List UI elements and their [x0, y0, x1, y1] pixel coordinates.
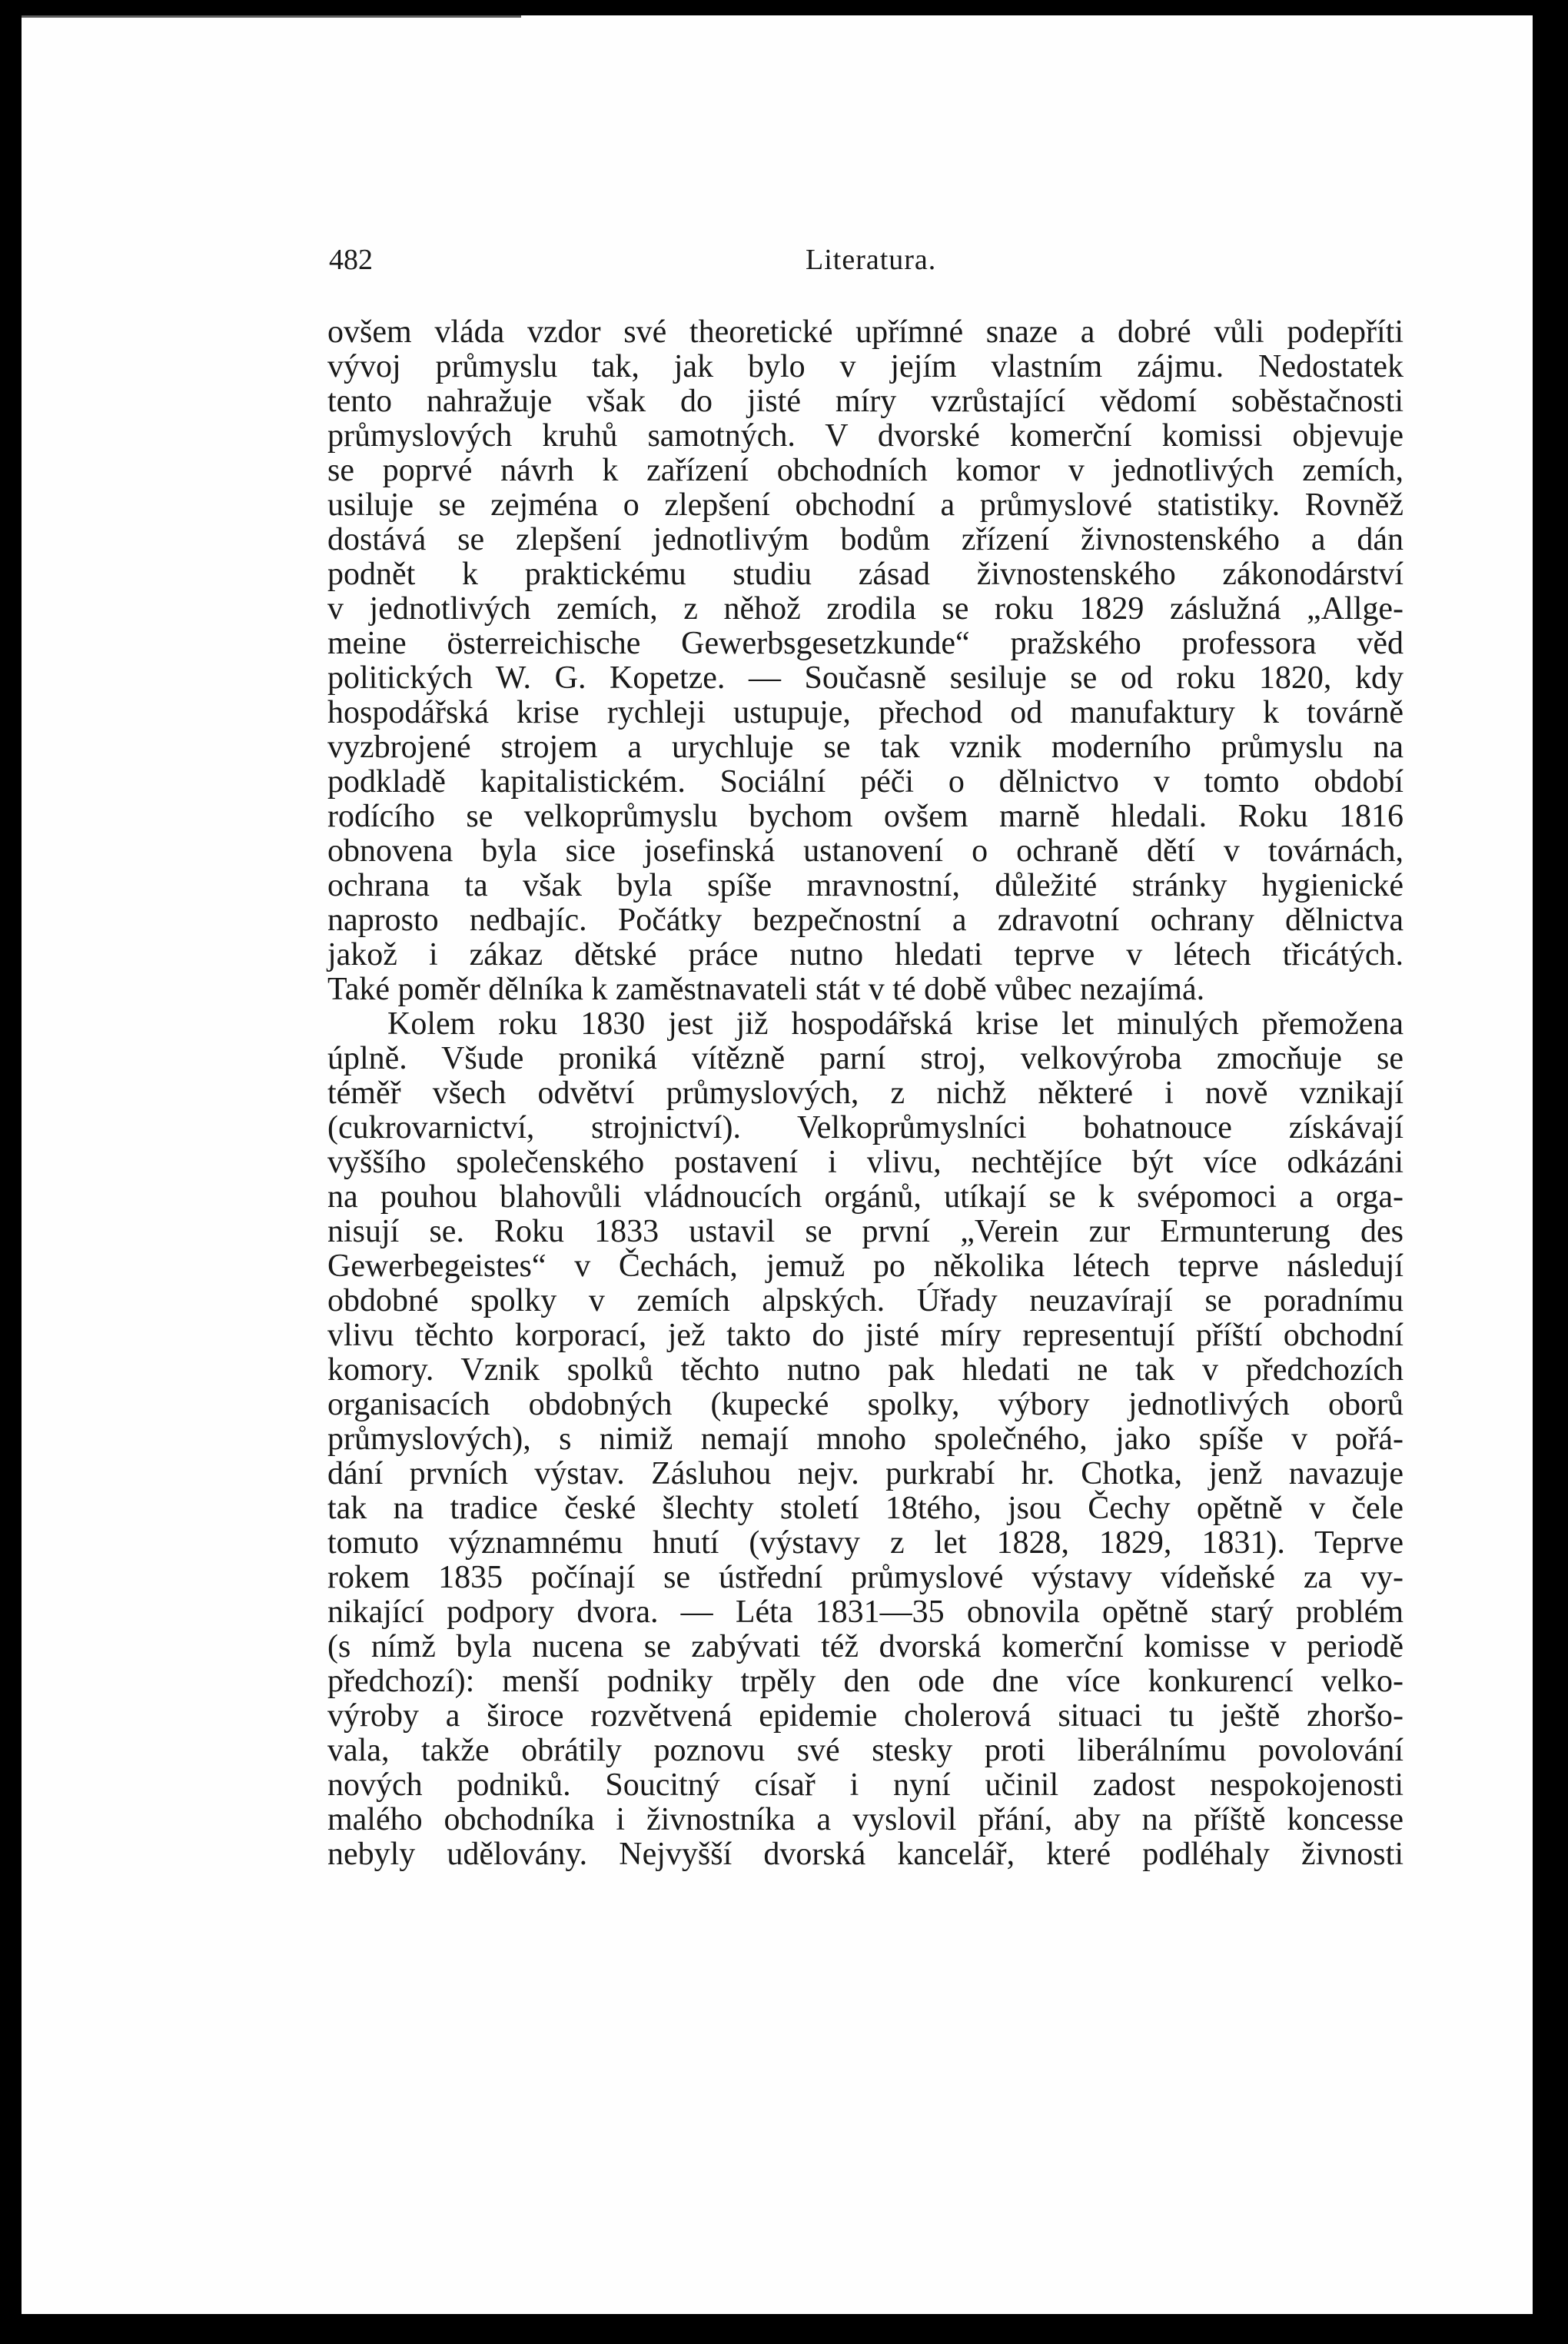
text-line: vala, takže obrátily poznovu své stesky proti liberálnímu povolování [327, 1733, 1404, 1768]
text-line: vyššího společenského postavení i vlivu, nechtějíce být více odkázáni [327, 1145, 1404, 1180]
text-line: v jednotlivých zemích, z něhož zrodila se roku 1829 záslužná „Allge- [327, 591, 1404, 627]
text-line: ochrana ta však byla spíše mravnostní, důležité stránky hygienické [327, 868, 1404, 903]
page-header [329, 243, 1405, 289]
text-line: výroby a široce rozvětvená epidemie cholerová situaci tu ještě zhoršo- [327, 1698, 1404, 1734]
text-line: Kolem roku 1830 jest již hospodářská krise let minulých přemožena [387, 1006, 1404, 1042]
text-line: politických W. G. Kopetze. — Současně sesiluje se od roku 1820, kdy [327, 660, 1404, 696]
text-line: tomuto významnému hnutí (výstavy z let 1828, 1829, 1831). Teprve [327, 1525, 1404, 1561]
scan-edge-line [22, 15, 521, 18]
text-line: jakož i zákaz dětské práce nutno hledati teprve v létech třicátých. [327, 937, 1404, 973]
text-line: úplně. Všude proniká vítězně parní stroj, velkovýroba zmocňuje se [327, 1041, 1404, 1076]
text-line: nikající podpory dvora. — Léta 1831—35 obnovila opětně starý problém [327, 1594, 1404, 1630]
text-line: nebyly udělovány. Nejvyšší dvorská kancelář, které podléhaly živnosti [327, 1837, 1404, 1872]
text-line: podkladě kapitalistickém. Sociální péči o dělnictvo v tomto období [327, 764, 1404, 800]
text-line: nisují se. Roku 1833 ustavil se první „Verein zur Ermunterung des [327, 1214, 1404, 1249]
text-line: meine österreichische Gewerbsgesetzkunde“ pražského professora věd [327, 626, 1404, 661]
text-line: naprosto nedbajíc. Počátky bezpečnostní a zdravotní ochrany dělnictva [327, 903, 1404, 938]
body-text [327, 315, 1404, 1872]
text-line: Gewerbegeistes“ v Čechách, jemuž po několika létech teprve následují [327, 1248, 1404, 1284]
page-number: 482 [329, 244, 373, 276]
text-line: Také poměr dělníka k zaměstnavateli stát v té době vůbec nezajímá. [327, 972, 1205, 1007]
text-line: tento nahražuje však do jisté míry vzrůstající vědomí soběstačnosti [327, 384, 1404, 419]
text-line: se poprvé návrh k zařízení obchodních komor v jednotlivých zemích, [327, 453, 1404, 488]
text-line: ovšem vláda vzdor své theoretické upřímné snaze a dobré vůli podepříti [327, 314, 1404, 350]
text-line: obnovena byla sice josefinská ustanovení o ochraně dětí v továrnách, [327, 833, 1404, 869]
text-line: vyzbrojené strojem a urychluje se tak vznik moderního průmyslu na [327, 730, 1404, 765]
text-line: dání prvních výstav. Zásluhou nejv. purkrabí hr. Chotka, jenž navazuje [327, 1456, 1404, 1491]
text-line: průmyslových kruhů samotných. V dvorské komerční komissi objevuje [327, 418, 1404, 454]
text-line: téměř všech odvětví průmyslových, z nichž některé i nově vznikají [327, 1076, 1404, 1111]
text-line: rodícího se velkoprůmyslu bychom ovšem marně hledali. Roku 1816 [327, 799, 1404, 834]
text-line: (cukrovarnictví, strojnictví). Velkoprůmyslníci bohatnouce získávají [327, 1110, 1404, 1145]
text-line: na pouhou blahovůli vládnoucích orgánů, utíkají se k svépomoci a orga- [327, 1179, 1404, 1215]
text-line: dostává se zlepšení jednotlivým bodům zřízení živnostenského a dán [327, 522, 1404, 557]
text-line: předchozí): menší podniky trpěly den ode dne více konkurencí velko- [327, 1664, 1404, 1699]
text-line: organisacích obdobných (kupecké spolky, výbory jednotlivých oborů [327, 1387, 1404, 1422]
text-line: hospodářská krise rychleji ustupuje, přechod od manufaktury k továrně [327, 695, 1404, 730]
text-line: komory. Vznik spolků těchto nutno pak hledati ne tak v předchozích [327, 1352, 1404, 1388]
text-line: malého obchodníka i živnostníka a vyslovil přání, aby na příště koncesse [327, 1802, 1404, 1837]
text-line: tak na tradice české šlechty století 18tého, jsou Čechy opětně v čele [327, 1491, 1404, 1526]
text-line: podnět k praktickému studiu zásad živnostenského zákonodárství [327, 557, 1404, 592]
text-line: vlivu těchto korporací, jež takto do jisté míry representují příští obchodní [327, 1318, 1404, 1353]
text-line: nových podniků. Soucitný císař i nyní učinil zadost nespokojenosti [327, 1767, 1404, 1803]
text-line: (s nímž byla nucena se zabývati též dvorská komerční komisse v periodě [327, 1629, 1404, 1664]
text-line: rokem 1835 počínají se ústřední průmyslové výstavy vídeňské za vy- [327, 1560, 1404, 1595]
text-line: průmyslových), s nimiž nemají mnoho společného, jako spíše v pořá- [327, 1421, 1404, 1457]
running-title: Literatura. [806, 244, 937, 276]
text-line: obdobné spolky v zemích alpských. Úřady neuzavírají se poradnímu [327, 1283, 1404, 1318]
text-line: usiluje se zejména o zlepšení obchodní a průmyslové statistiky. Rovněž [327, 487, 1404, 523]
text-line: vývoj průmyslu tak, jak bylo v jejím vlastním zájmu. Nedostatek [327, 349, 1404, 384]
